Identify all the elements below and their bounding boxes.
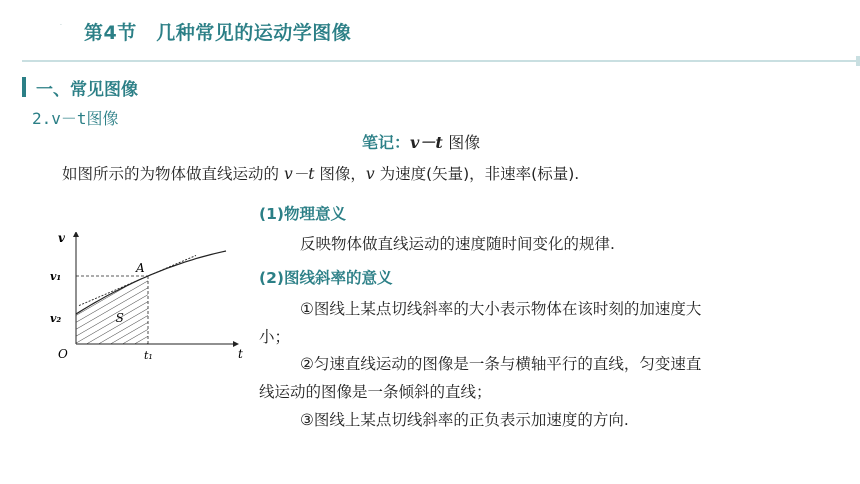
intro-paragraph <box>62 162 579 184</box>
note-label: 笔记： <box>362 133 411 152</box>
header-dot: · <box>60 22 62 29</box>
t1-label: t₁ <box>144 349 153 362</box>
intro-vt: v－t <box>283 165 315 183</box>
v1-label: v₁ <box>50 270 62 283</box>
point-2-line-1: ①图线上某点切线斜率的大小表示物体在该时刻的加速度大 <box>300 300 702 318</box>
section-heading <box>22 76 138 98</box>
note-suffix: 图像 <box>448 133 481 152</box>
intro-v: v <box>365 165 375 183</box>
intro-text-2: 图像， <box>314 165 366 183</box>
section-title: 一、常见图像 <box>36 79 138 100</box>
v2-label: v₂ <box>50 312 62 325</box>
intro-text-3: 为速度(矢量)，非速率(标量). <box>374 165 580 183</box>
point-a-label: A <box>136 261 145 275</box>
point-2-line-4: 线运动的图像是一条倾斜的直线； <box>259 383 492 401</box>
section-bar <box>22 77 26 97</box>
point-2-line-3: ②匀速直线运动的图像是一条与横轴平行的直线，匀变速直 <box>300 355 702 373</box>
note-title <box>362 130 480 153</box>
page-title: 第4节 几种常见的运动学图像 <box>84 22 352 44</box>
point-1-line-1: 反映物体做直线运动的速度随时间变化的规律. <box>300 235 615 253</box>
t-axis-label: t <box>238 347 243 361</box>
note-vt: v－t <box>410 133 443 152</box>
header-rule-end <box>856 56 860 66</box>
point-1-heading: (1)物理意义 <box>259 205 346 223</box>
header <box>0 0 860 62</box>
origin-label: O <box>58 347 68 361</box>
intro-text-1: 如图所示的为物体做直线运动的 <box>62 165 284 183</box>
area-s-label: S <box>115 311 124 325</box>
point-2-line-5: ③图线上某点切线斜率的正负表示加速度的方向. <box>300 411 629 429</box>
header-rule <box>22 60 860 62</box>
subsection-title: 2.v－t图像 <box>32 109 119 128</box>
point-2-heading: (2)图线斜率的意义 <box>259 269 393 287</box>
v-axis-label: v <box>58 232 65 245</box>
area-under-curve <box>76 276 148 344</box>
point-2-line-2: 小； <box>259 328 291 346</box>
vt-graph-figure <box>40 232 250 372</box>
